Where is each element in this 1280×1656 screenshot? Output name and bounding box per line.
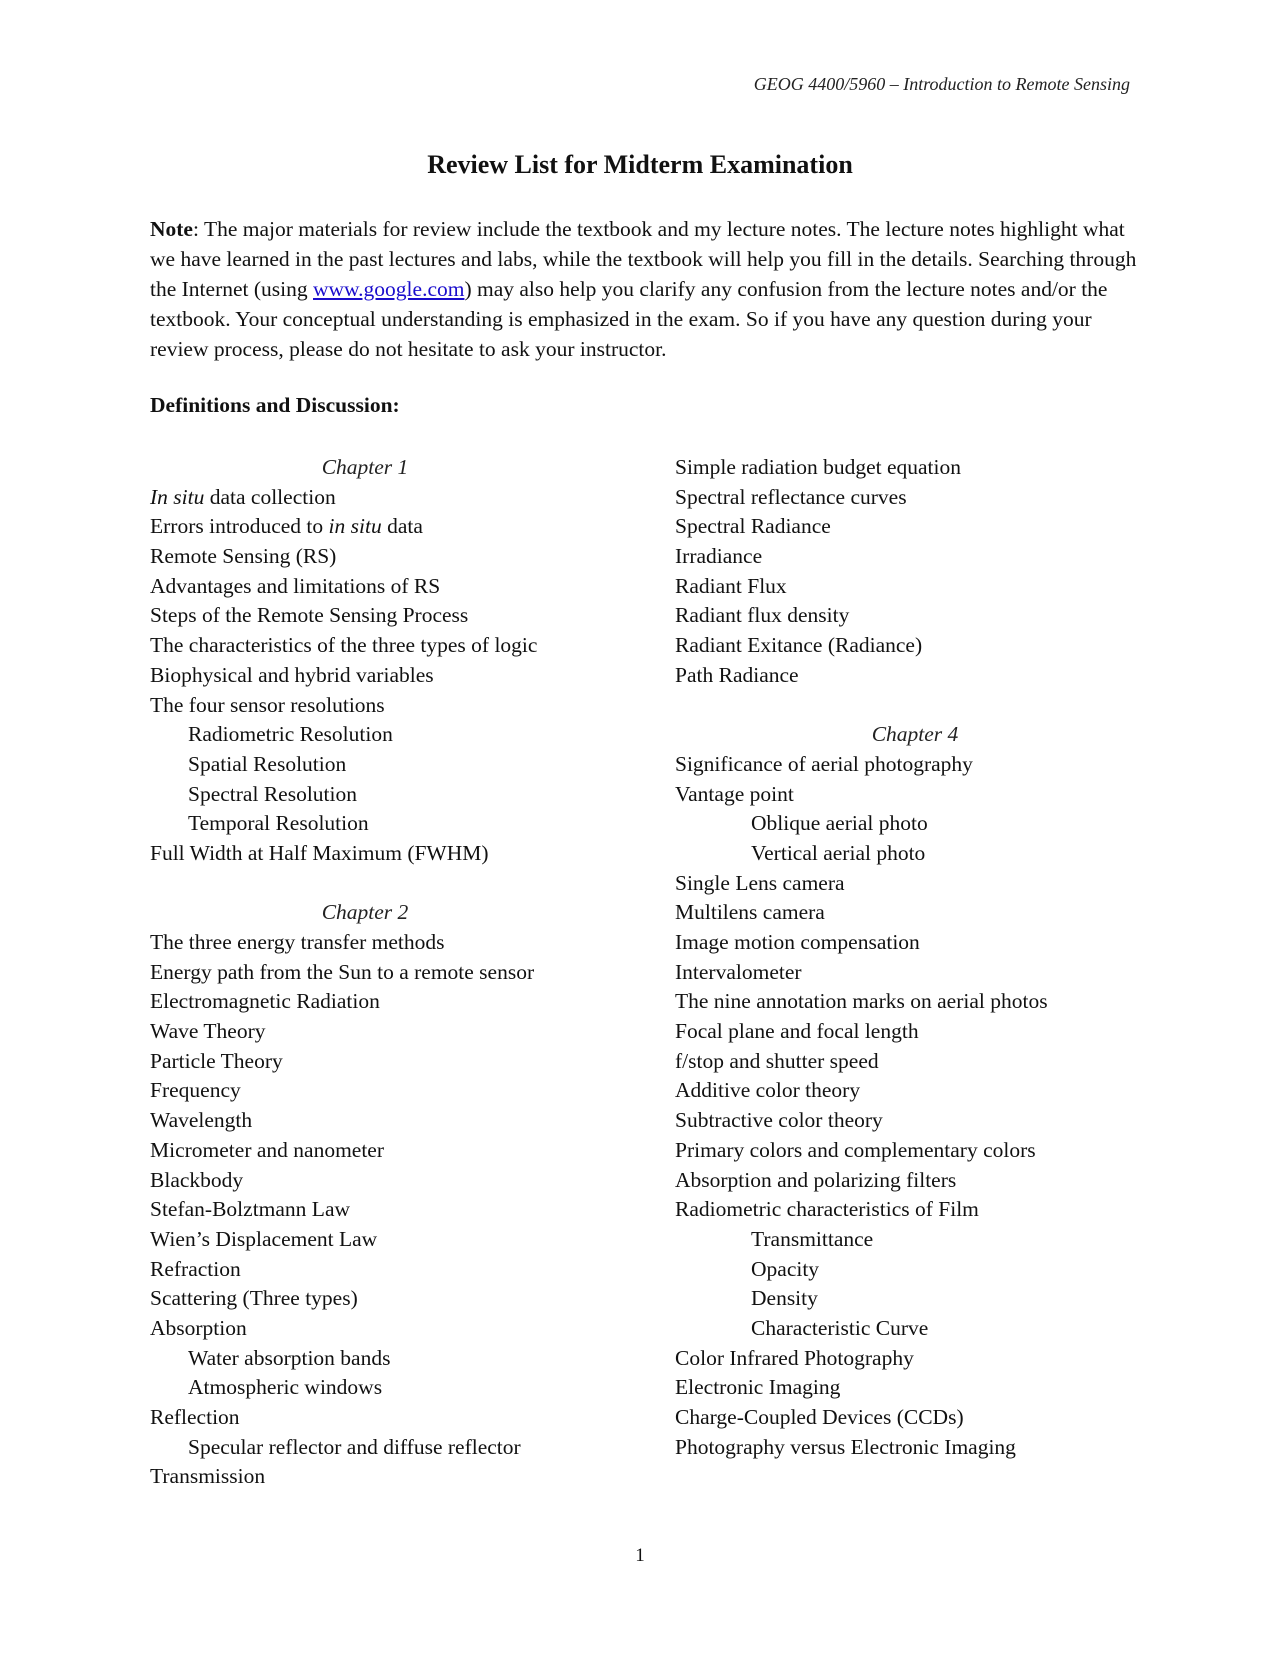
list-item: Refraction — [150, 1256, 241, 1281]
list-item: Additive color theory — [675, 1078, 861, 1103]
spacer — [675, 691, 1155, 721]
sub-list-item: Transmittance — [751, 1226, 874, 1251]
list-item: Energy path from the Sun to a remote sensor — [150, 959, 535, 984]
list-item: Significance of aerial photography — [675, 751, 973, 776]
note-text-before-link: : The major materials for review include the textbook and my lecture notes. The lecture notes highlight what we have learned in the past lectures and labs, while the textbook will help you fill in the details. Searching through the Internet (using — [150, 217, 1137, 301]
list-item: Advantages and limitations of RS — [150, 573, 441, 598]
list-item: Spectral Radiance — [675, 514, 831, 539]
list-item: Stefan-Bolztmann Law — [150, 1197, 351, 1222]
list-item — [150, 483, 580, 513]
list-item: Steps of the Remote Sensing Process — [150, 603, 469, 628]
in-situ-emphasis: in situ — [328, 514, 382, 539]
list-item: Color Infrared Photography — [675, 1345, 914, 1370]
page-title: Review List for Midterm Examination — [427, 150, 853, 179]
list-item: Focal plane and focal length — [675, 1019, 919, 1044]
list-item: Blackbody — [150, 1167, 244, 1192]
list-item: Electromagnetic Radiation — [150, 989, 380, 1014]
list-item: Micrometer and nanometer — [150, 1137, 385, 1162]
list-item: f/stop and shutter speed — [675, 1048, 879, 1073]
running-header: GEOG 4400/5960 – Introduction to Remote Sensing — [753, 74, 1130, 94]
list-item: Absorption and polarizing filters — [675, 1167, 957, 1192]
list-item: Radiant Exitance (Radiance) — [675, 633, 923, 658]
sub-list-item: Characteristic Curve — [751, 1315, 929, 1340]
note-label: Note — [150, 217, 193, 241]
sub-list-item: Vertical aerial photo — [751, 840, 926, 865]
note-text-after-link: ) may also help you clarify any confusion from the lecture notes and/or the textbook. Your conceptual understanding is emphasized in the exam. So if you have any question during your review process, please do not hesitate to ask your instructor. — [150, 277, 1108, 361]
left-column — [150, 453, 580, 1492]
list-item: Remote Sensing (RS) — [150, 544, 337, 569]
list-item: Electronic Imaging — [675, 1375, 841, 1400]
list-item: Multilens camera — [675, 900, 825, 925]
sub-list-item: Opacity — [751, 1256, 820, 1281]
sub-list-item: Spectral Resolution — [188, 781, 357, 806]
list-item: Radiant Flux — [675, 573, 787, 598]
list-item: Radiant flux density — [675, 603, 850, 628]
sub-list-item: Oblique aerial photo — [751, 811, 928, 836]
list-item: Vantage point — [675, 781, 794, 806]
list-item: Image motion compensation — [675, 930, 920, 954]
list-item: Radiometric characteristics of Film — [675, 1197, 979, 1222]
right-column — [675, 453, 1155, 1462]
list-item: The nine annotation marks on aerial photos — [675, 989, 1048, 1014]
list-item: The three energy transfer methods — [150, 930, 445, 954]
list-item: Photography versus Electronic Imaging — [675, 1434, 1016, 1459]
list-item: Full Width at Half Maximum (FWHM) — [150, 840, 489, 865]
sub-list-item: Density — [751, 1286, 818, 1311]
list-item: Primary colors and complementary colors — [675, 1137, 1036, 1162]
section-heading: Definitions and Discussion: — [150, 393, 400, 417]
list-item: Particle Theory — [150, 1048, 283, 1073]
list-item: Path Radiance — [675, 662, 799, 687]
list-item: Wien’s Displacement Law — [150, 1226, 378, 1251]
list-item: Irradiance — [675, 544, 763, 569]
spacer — [150, 869, 580, 899]
list-item: Wavelength — [150, 1108, 253, 1133]
in-situ-emphasis: In situ — [150, 484, 205, 509]
chapter-4-heading: Chapter 4 — [871, 722, 959, 747]
list-item: Frequency — [150, 1078, 241, 1103]
list-item-text: data — [381, 514, 423, 539]
note-paragraph — [150, 214, 1150, 364]
list-item: Single Lens camera — [675, 870, 845, 895]
list-item: Subtractive color theory — [675, 1108, 883, 1133]
sub-list-item: Water absorption bands — [188, 1345, 391, 1370]
google-link[interactable]: www.google.com — [313, 277, 465, 301]
list-item: Biophysical and hybrid variables — [150, 662, 434, 687]
list-item: Wave Theory — [150, 1019, 266, 1044]
list-item-text: data collection — [204, 484, 336, 509]
list-item: Transmission — [150, 1464, 266, 1489]
list-item: Absorption — [150, 1315, 247, 1340]
list-item: Spectral reflectance curves — [675, 484, 907, 509]
list-item: Intervalometer — [675, 959, 802, 984]
sub-list-item: Specular reflector and diffuse reflector — [188, 1434, 521, 1459]
list-item: Charge-Coupled Devices (CCDs) — [675, 1405, 964, 1429]
list-item: Reflection — [150, 1405, 240, 1429]
sub-list-item: Temporal Resolution — [188, 811, 369, 836]
chapter-2-heading: Chapter 2 — [321, 900, 409, 925]
sub-list-item: Atmospheric windows — [188, 1375, 383, 1400]
sub-list-item: Radiometric Resolution — [188, 722, 393, 747]
page-number: 1 — [635, 1545, 645, 1566]
list-item: Scattering (Three types) — [150, 1286, 358, 1311]
chapter-1-heading: Chapter 1 — [321, 455, 409, 479]
list-item-text: Errors introduced to — [150, 514, 329, 539]
list-item: The four sensor resolutions — [150, 692, 385, 717]
list-item — [150, 512, 580, 542]
list-item: Simple radiation budget equation — [675, 455, 962, 479]
sub-list-item: Spatial Resolution — [188, 751, 347, 776]
list-item: The characteristics of the three types of logic — [150, 633, 538, 658]
